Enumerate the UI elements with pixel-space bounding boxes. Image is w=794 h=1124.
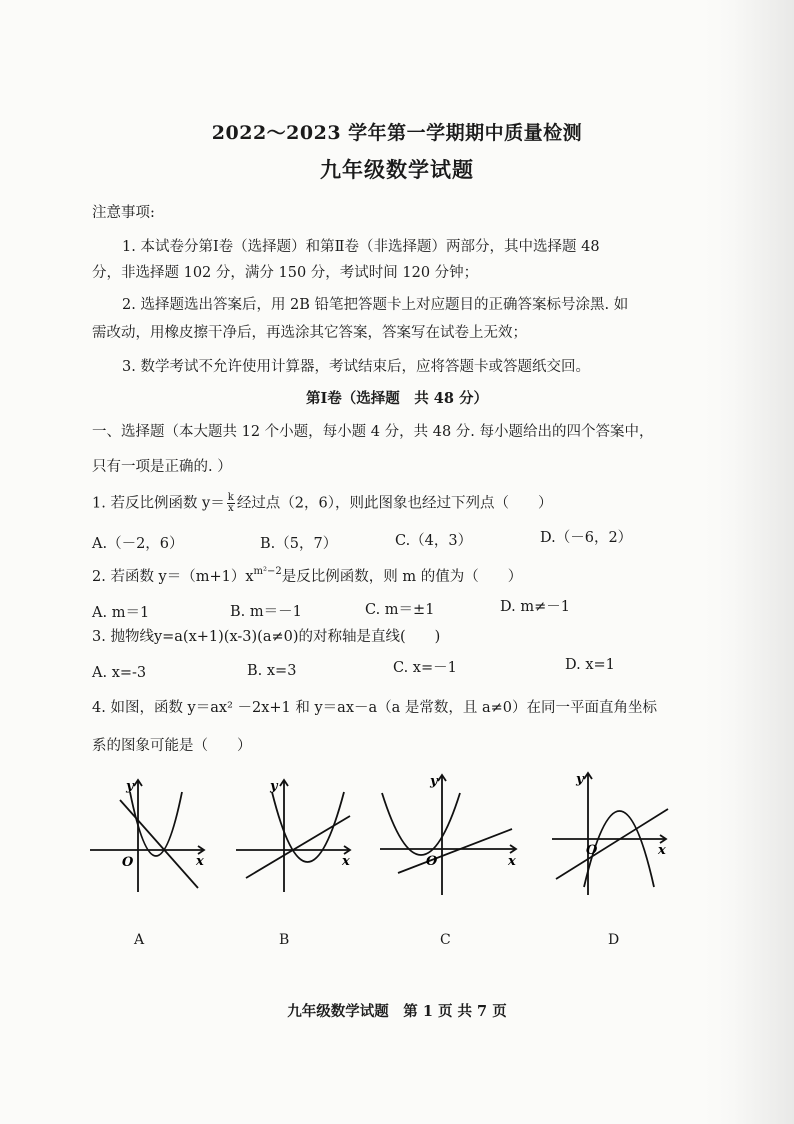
axis-y-label: y <box>126 779 134 794</box>
q2-option-d: D. m≠－1 <box>500 599 570 615</box>
note-1-line-2: 分，非选择题 102 分，满分 150 分，考试时间 120 分钟； <box>92 265 479 281</box>
note-1-line-1: 1. 本试卷分第Ⅰ卷（选择题）和第Ⅱ卷（非选择题）两部分，其中选择题 48 <box>122 239 600 255</box>
axis-x-label: x <box>342 854 350 869</box>
axis-x-label: x <box>658 843 666 858</box>
graph-a <box>86 772 216 902</box>
axis-y-label: y <box>576 772 584 787</box>
graph-label-d: D <box>608 932 620 948</box>
q3-option-d: D. x=1 <box>565 657 615 673</box>
exam-subtitle: 九年级数学试题 <box>320 157 474 182</box>
question-2-prefix: 2. 若函数 y＝（m+1）x <box>92 569 254 585</box>
parabola-curve <box>382 793 460 855</box>
origin-label: O <box>122 855 134 870</box>
q1-option-d: D.（－6，2） <box>540 530 633 546</box>
graph-label-b: B <box>279 932 290 948</box>
line-curve <box>556 809 668 879</box>
q3-option-b: B. x=3 <box>247 663 297 679</box>
page-footer: 九年级数学试题 第 1 页 共 7 页 <box>287 1003 507 1020</box>
question-4-line-2: 系的图象可能是（ ） <box>92 738 252 754</box>
axis-y-label: y <box>430 774 438 789</box>
question-3: 3. 抛物线y=a(x+1)(x-3)(a≠0)的对称轴是直线( ) <box>92 629 441 645</box>
q1-option-c: C.（4，3） <box>395 533 473 549</box>
section-1-heading: 第Ⅰ卷（选择题 共 48 分） <box>305 390 489 407</box>
question-1 <box>92 493 553 514</box>
question-1-prefix: 1. 若反比例函数 y＝ <box>92 495 225 512</box>
note-2-line-2: 需改动，用橡皮擦干净后，再选涂其它答案，答案写在试卷上无效； <box>92 325 527 341</box>
fraction-numerator: k <box>227 492 234 503</box>
question-2 <box>92 567 522 587</box>
question-1-suffix: 经过点（2，6），则此图象也经过下列点（ ） <box>236 495 553 512</box>
q2-option-c: C. m＝±1 <box>365 602 435 618</box>
graph-label-a: A <box>134 932 145 948</box>
section-1-instruction-line-1: 一、选择题（本大题共 12 个小题，每小题 4 分，共 48 分. 每小题给出的四个答案中， <box>92 424 654 440</box>
graph-label-c: C <box>440 932 451 948</box>
fraction-denominator: x <box>227 503 234 514</box>
question-4-line-1: 4. 如图，函数 y＝ax² －2x+1 和 y＝ax－a（a 是常数，且 a≠0）在同一平面直角坐标 <box>92 700 658 716</box>
q1-option-a: A.（－2，6） <box>92 536 184 552</box>
axis-x-label: x <box>196 854 204 869</box>
line-curve <box>120 800 198 888</box>
graph-b <box>232 772 362 902</box>
origin-label: O <box>586 843 598 858</box>
q2-option-a: A. m＝1 <box>92 605 150 621</box>
axis-y-label: y <box>270 779 278 794</box>
q3-option-a: A. x=-3 <box>92 665 147 681</box>
origin-label: O <box>426 854 438 869</box>
note-3: 3. 数学考试不允许使用计算器，考试结束后，应将答题卡或答题纸交回。 <box>122 359 590 375</box>
q2-option-b: B. m＝－1 <box>230 604 302 620</box>
line-curve <box>398 829 512 873</box>
exam-title: 2022～2023 学年第一学期期中质量检测 <box>211 122 583 144</box>
question-2-suffix: 是反比例函数，则 m 的值为（ ） <box>281 569 523 585</box>
section-1-instruction-line-2: 只有一项是正确的. ） <box>92 459 232 475</box>
exponent: m²−2 <box>253 566 282 577</box>
axis-x-label: x <box>508 854 516 869</box>
graph-c <box>376 767 526 902</box>
note-2-line-1: 2. 选择题选出答案后，用 2B 铅笔把答题卡上对应题目的正确答案标号涂黑. 如 <box>122 297 629 313</box>
fraction-k-over-x <box>227 493 235 514</box>
q1-option-b: B.（5，7） <box>260 536 338 552</box>
graph-d <box>548 765 678 905</box>
notes-heading: 注意事项: <box>92 205 155 221</box>
line-curve <box>246 816 350 878</box>
q3-option-c: C. x=－1 <box>393 660 457 676</box>
